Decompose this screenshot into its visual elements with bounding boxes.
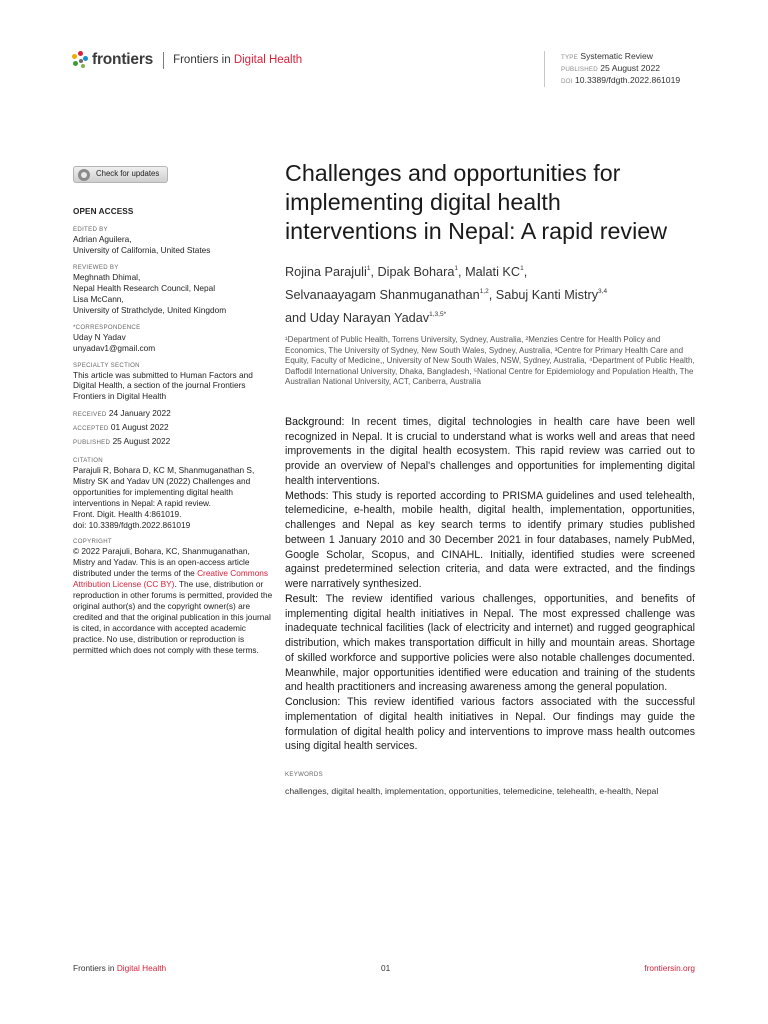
check-updates-icon	[78, 169, 90, 181]
check-updates-button[interactable]: Check for updates	[73, 166, 168, 183]
specialty-section-label: SPECIALTY SECTION	[73, 361, 140, 369]
reviewers: Meghnath Dhimal, Nepal Health Research Council, Nepal Lisa McCann, University of Strathclyde, United Kingdom	[73, 272, 227, 315]
article-title: Challenges and opportunities for implementing digital health interventions in Nepal: A rapid review	[285, 160, 668, 244]
affiliations: ¹Department of Public Health, Torrens University, Sydney, Australia, ²Menzies Centre for Health Policy and Economics, The University of Sydney, New South Wales, Sydney, Australia, ³Centre for Primary Health Care and Equity, Faculty of Medicine,, University of New South Wales, NSW, Sydney, Australia, ⁴Department of Public Health, Daffodil International University, Dhaka, Bangladesh, ⁵National Centre for Epidemiology and Population Health, The Australian National University, ACT, Canberra, Australia	[285, 335, 695, 387]
author: and Uday Narayan Yadav$^{1,3,5*}$	[285, 311, 447, 325]
journal-name: Frontiers in Digital Health	[173, 54, 303, 66]
abstract-result: Result: The review identified various challenges, opportunities, and benefits of implementing digital health initiatives in Nepal. The most expressed challenge was inadequate technical facilities (lack of electricity and internet) and rugged geographical distribution, which makes transportation difficult in hilly and mountain areas. Shortage of skilled workforce and supportive policies were also notable challenges documented. Meanwhile, major opportunities identified were education and training of the students and health practitioners and increasing awareness among the general population.	[285, 592, 695, 694]
frontiers-logo	[72, 51, 302, 69]
meta-published: PUBLISHED 25 August 2022	[561, 63, 660, 73]
copyright-label: COPYRIGHT	[73, 538, 112, 546]
author: Rojina Parajuli$^1$,	[285, 265, 378, 279]
article-meta	[544, 51, 680, 87]
citation-label: CITATION	[73, 457, 103, 464]
cc-by-link[interactable]: Creative Commons Attribution License (CC BY)	[73, 568, 269, 590]
reviewed-by-label: REVIEWED BY	[73, 264, 119, 272]
abstract	[285, 415, 695, 754]
footer-journal: Frontiers in Digital Health	[73, 963, 167, 973]
correspondence-label: *CORRESPONDENCE	[73, 323, 141, 331]
author: Selvanaayagam Shanmuganathan$^{1,2}$,	[285, 288, 496, 302]
author: Dipak Bohara$^1$,	[377, 265, 466, 279]
keywords-label: KEYWORDS	[285, 771, 323, 779]
page-number: 01	[381, 963, 391, 973]
specialty-section: This article was submitted to Human Factors and Digital Health, a section of the journal Frontiers Frontiers in Digital Health	[73, 369, 253, 402]
brand-wordmark: frontiers	[92, 51, 154, 68]
abstract-background: Background: In recent times, digital technologies in health care have been well recognized in Nepal. It is crucial to understand what is works well and areas that need improvements in the digital health ecosystem. This rapid review was carried out to provide an overview of Nepal's challenges and opportunities for implementing digital health interventions.	[285, 415, 695, 487]
frontiers-logo-icon	[72, 51, 89, 69]
abstract-methods: Methods: This study is reported according to PRISMA guidelines and used telehealth, telemedicine, e-health, mobile health, digital health, implementation, opportunities, challenges and Nepal as key search terms to identify primary studies published between 1 January 2010 and 30 December 2021 in four databases, namely PubMed, Google Scholar, Scopus, and CINAHL. Initially, identified studies were screened against predetermined selection criteria, and data were extracted, and the findings were narratively synthesized.	[285, 489, 695, 591]
author: Sabuj Kanti Mistry$^{3,4}$	[495, 288, 608, 302]
article-sidebar	[73, 166, 273, 656]
footer-site-link[interactable]: frontiersin.org	[644, 963, 695, 973]
date-accepted: ACCEPTED 01 August 2022	[73, 422, 169, 433]
meta-doi: DOI 10.3389/fdgth.2022.861019	[561, 75, 681, 85]
edited-by-label: EDITED BY	[73, 226, 108, 234]
correspondence-email[interactable]: unyadav1@gmail.com	[73, 342, 156, 353]
date-received: RECEIVED 24 January 2022	[73, 408, 171, 419]
article-main	[285, 159, 695, 798]
logo-divider	[163, 52, 164, 69]
copyright: © 2022 Parajuli, Bohara, KC, Shanmuganathan, Mistry and Yadav. This is an open-access article distributed under the terms of the Creative Commons Attribution License (CC BY). The use, distribution or reproduction in other forums is permitted, provided the original author(s) and the copyright owner(s) are credited and that the original publication in this journal is cited, in accordance with accepted academic practice. No use, distribution or reproduction is permitted which does not comply with these terms.	[73, 546, 273, 655]
editor: Adrian Aguilera, University of California, United States	[73, 234, 211, 256]
author-list	[285, 259, 695, 328]
correspondence: Uday N Yadav unyadav1@gmail.com	[73, 332, 273, 354]
abstract-conclusion: Conclusion: This review identified various factors associated with the successful implementation of digital health initiatives in Nepal. Our findings may guide the formulation of digital health policy and interventions to improve mass health outcomes using digital health services.	[285, 696, 695, 753]
doi-link[interactable]: 10.3389/fdgth.2022.861019	[575, 75, 681, 85]
citation: Parajuli R, Bohara D, KC M, Shanmuganathan S, Mistry SK and Yadav UN (2022) Challenges and opportunities for implementing digital health interventions in Nepal: A rapid review. Front. Digit. Health 4:861019. doi: 10.3389/fdgth.2022.861019	[73, 465, 255, 530]
keywords: challenges, digital health, implementation, opportunities, telemedicine, telehealth, e-health, Nepal	[285, 786, 659, 797]
article-dates	[73, 408, 273, 449]
open-access-label: OPEN ACCESS	[73, 207, 134, 217]
date-published: PUBLISHED 25 August 2022	[73, 436, 171, 447]
author: Malati $KC^1$,	[465, 265, 528, 279]
meta-type: TYPE Systematic Review	[561, 51, 653, 61]
